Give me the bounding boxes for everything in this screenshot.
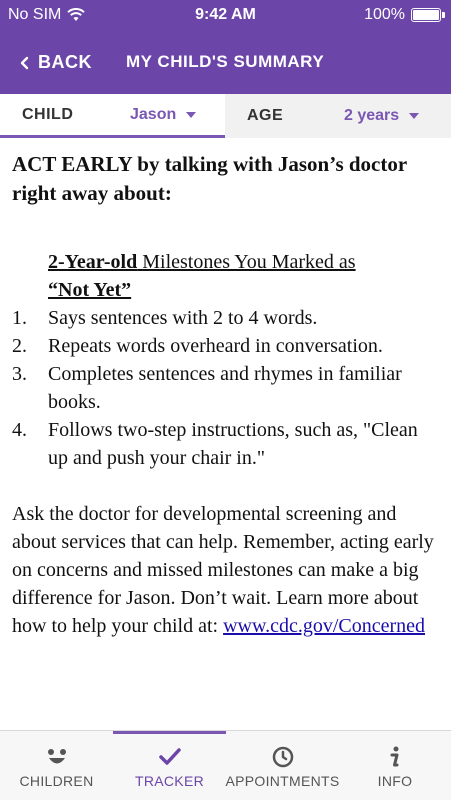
app-header [0, 0, 451, 94]
info-icon [383, 745, 407, 769]
tab-bar [0, 730, 451, 800]
child-selector [0, 94, 225, 138]
battery-icon [411, 8, 441, 22]
age-selector [225, 94, 451, 138]
milestones-status: “Not Yet” [48, 279, 132, 301]
caret-down-icon [409, 113, 419, 119]
age-dropdown[interactable] [344, 107, 419, 125]
child-age-selector [0, 94, 451, 138]
tab-children[interactable]: CHILDREN [0, 731, 113, 800]
milestones-age: 2-Year-old [48, 251, 138, 273]
back-label: BACK [38, 52, 92, 72]
active-tab-indicator [113, 731, 226, 734]
list-item: 3. Completes sentences and rhymes in familiar books. [12, 363, 402, 413]
nav-bar [0, 36, 451, 88]
age-label: AGE [247, 107, 284, 124]
list-item: 2. Repeats words overheard in conversation. [12, 335, 383, 357]
list-item: 1. Says sentences with 2 to 4 words. [12, 307, 318, 329]
act-early-heading: ACT EARLY by talking with Jason’s doctor right away about: [12, 152, 407, 205]
caret-down-icon [186, 112, 196, 118]
chevron-left-icon [20, 56, 30, 70]
cdc-link[interactable]: www.cdc.gov/Concerned [223, 615, 426, 637]
page-title: MY CHILD'S SUMMARY [126, 52, 325, 71]
back-button[interactable] [20, 52, 92, 73]
list-item: 4. Follows two-step instructions, such as, "Clean up and push your chair in." [12, 419, 418, 469]
child-label: CHILD [22, 105, 74, 123]
status-bar [0, 0, 451, 30]
children-face-icon [45, 745, 69, 769]
child-dropdown[interactable] [130, 106, 196, 124]
child-value: Jason [130, 105, 177, 123]
summary-content [12, 150, 440, 640]
tab-info[interactable]: INFO [339, 731, 451, 800]
milestones-title [48, 248, 440, 276]
milestones-list [12, 304, 440, 472]
tab-appointments[interactable]: APPOINTMENTS [226, 731, 339, 800]
tab-tracker[interactable]: TRACKER [113, 731, 226, 800]
checkmark-icon [158, 745, 182, 769]
milestones-title-text: Milestones You Marked as [137, 251, 356, 273]
status-right [364, 6, 441, 24]
clock-time: 9:42 AM [195, 6, 256, 23]
battery-percent: 100% [364, 6, 405, 23]
age-value: 2 years [344, 107, 400, 124]
milestones-section [12, 248, 440, 472]
advice-text: Ask the doctor for developmental screening and about services that can help. Remember, acting early on concerns and missed milestones can make a big difference for Jason. Don’t wait. Learn more about how to help your child at: [12, 503, 434, 637]
carrier-label: No SIM [8, 6, 62, 23]
advice-paragraph [12, 500, 440, 640]
clock-icon [271, 745, 295, 769]
